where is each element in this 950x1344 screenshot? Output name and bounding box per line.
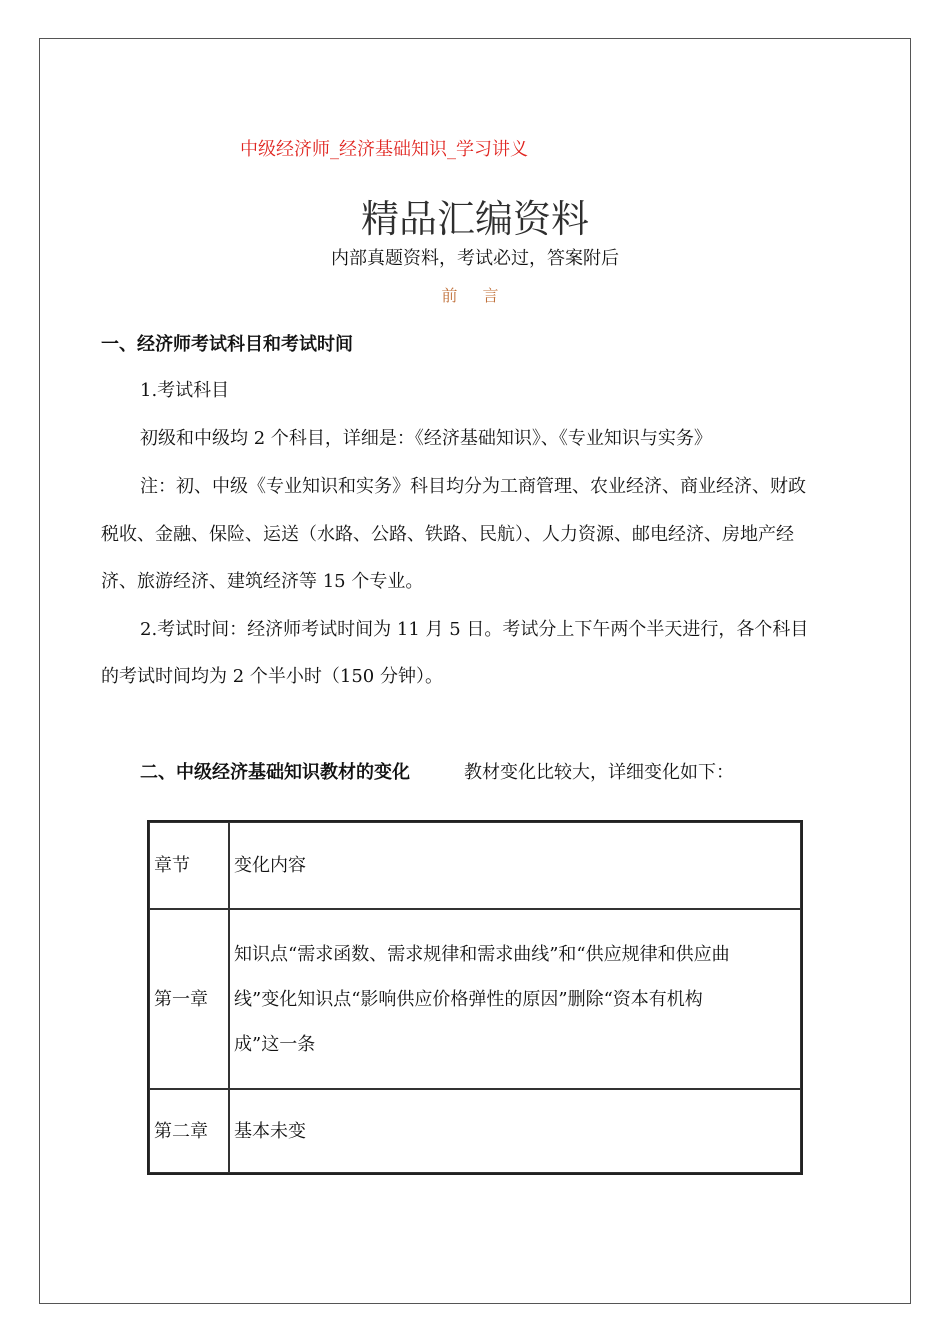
row-content [229,909,801,1089]
table-row [149,1089,801,1173]
row-content-line: 知识点“需求函数、需求规律和需求曲线”和“供应规律和供应曲 [234,943,730,965]
item2-line-1: 2.考试时间：经济师考试时间为 11 月 5 日。考试分上下午两个半天进行，各个科目 [140,619,809,640]
section2-intro: 教材变化比较大，详细变化如下： [464,762,734,783]
row-content-line: 线”变化知识点“影响供应价格弹性的原因”删除“资本有机构 [234,988,703,1010]
header-chapter: 章节 [149,822,229,909]
subtitle: 内部真题资料，考试必过，答案附后 [331,248,619,269]
table-row [149,909,801,1089]
section1-heading: 一、经济师考试科目和考试时间 [101,334,353,355]
row-content-line: 成”这一条 [234,1033,316,1055]
changes-table [147,820,803,1175]
header-content: 变化内容 [229,822,801,909]
note-line-2: 税收、金融、保险、运送（水路、公路、铁路、民航）、人力资源、邮电经济、房地产经 [101,524,794,545]
changes-table-wrapper [147,820,803,1175]
note-line-1: 注：初、中级《专业知识和实务》科目均分为工商管理、农业经济、商业经济、财政 [140,476,806,497]
item2-line-2: 的考试时间均为 2 个半小时（150 分钟）。 [101,666,443,687]
preface-heading: 前 言 [441,286,509,305]
section2-heading: 二、中级经济基础知识教材的变化 [140,762,410,783]
row-chapter: 第一章 [149,909,229,1089]
item1-label: 1.考试科目 [140,380,230,401]
row-content [229,1089,801,1173]
row-chapter: 第二章 [149,1089,229,1173]
main-title: 精品汇编资料 [360,197,589,241]
item1-text: 初级和中级均 2 个科目，详细是：《经济基础知识》、《专业知识与实务》 [140,428,712,449]
table-header-row [149,822,801,909]
note-line-3: 济、旅游经济、建筑经济等 15 个专业。 [101,571,424,592]
row-content-line: 基本未变 [234,1120,306,1142]
document-header-title: 中级经济师_经济基础知识_学习讲义 [240,139,528,160]
